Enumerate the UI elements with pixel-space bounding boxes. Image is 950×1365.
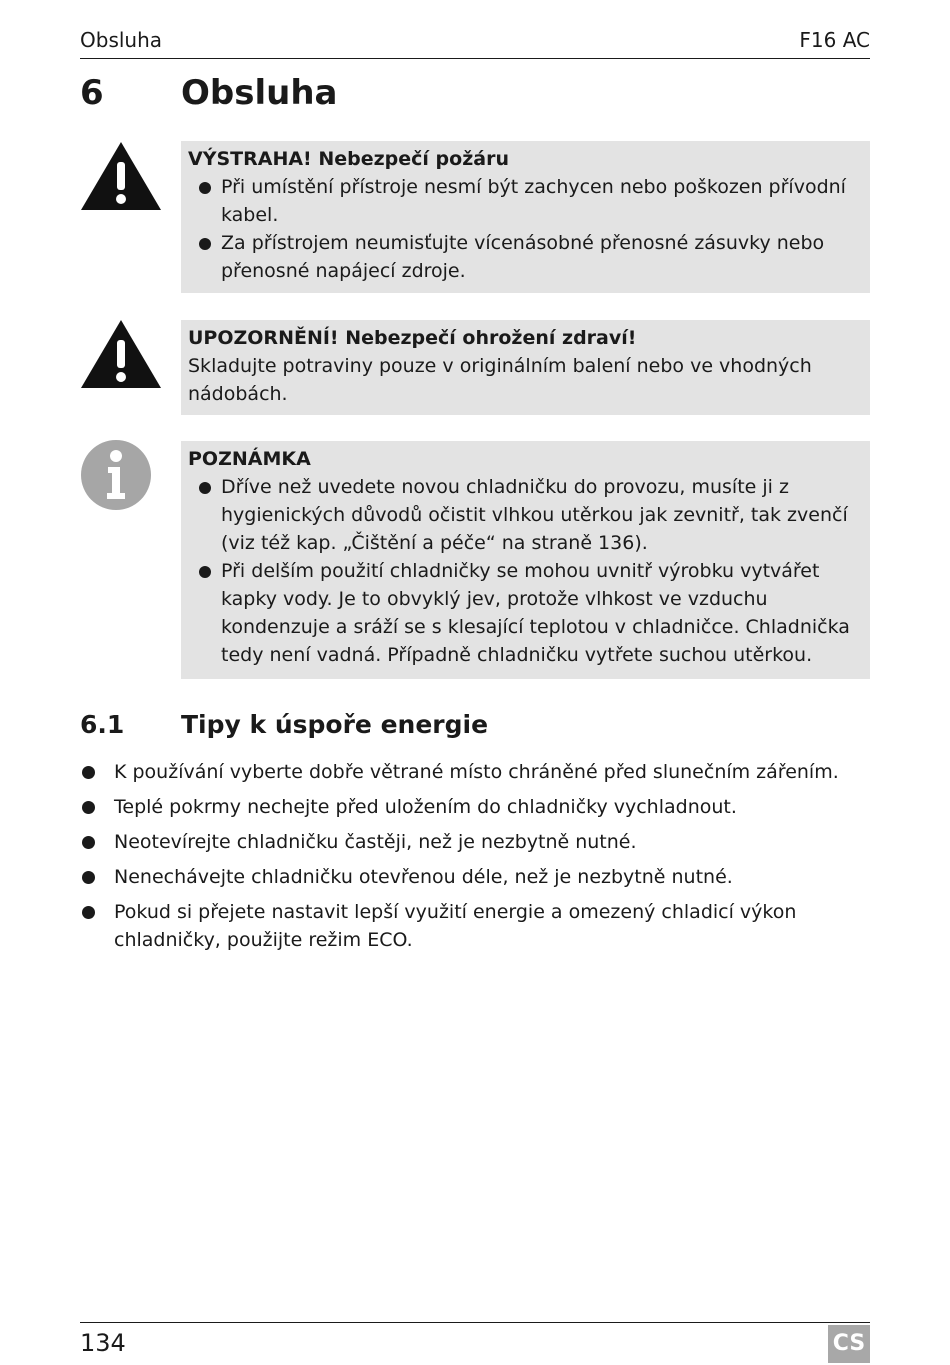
- note-list: [188, 473, 862, 669]
- caution-title: UPOZORNĚNÍ! Nebezpečí ohrožení zdraví!: [188, 327, 637, 349]
- list-item: Za přístrojem neumisťujte vícenásobné přenosné zásuvky nebo přenosné napájecí zdroje.: [188, 229, 862, 285]
- note-title: POZNÁMKA: [188, 448, 311, 470]
- caution-text: Skladujte potraviny pouze v originálním balení nebo ve vhodných nádobách.: [188, 355, 812, 405]
- list-item: Pokud si přejete nastavit lepší využití energie a omezený chladicí výkon chladničky, použijte režim ECO.: [80, 898, 870, 954]
- language-badge: CS: [828, 1325, 870, 1363]
- list-item: Při delším použití chladničky se mohou uvnitř výrobku vytvářet kapky vody. Je to obvyklý jev, protože vlhkost ve vzduchu kondenzuje a sráží se s klesající teplotou v chladničce. Chladnička tedy není vadná. Případně chladničku vytřete suchou utěrkou.: [188, 557, 862, 669]
- caution-box: [181, 320, 870, 415]
- page-footer: [80, 1322, 870, 1357]
- list-item: Při umístění přístroje nesmí být zachycen nebo poškozen přívodní kabel.: [188, 173, 862, 229]
- warning-triangle-icon: [80, 140, 162, 216]
- warning-title: VÝSTRAHA! Nebezpečí požáru: [188, 148, 509, 170]
- list-item: Nenechávejte chladničku otevřenou déle, než je nezbytně nutné.: [80, 863, 870, 891]
- warning-list: [188, 173, 862, 285]
- warning-box: [181, 141, 870, 293]
- section-title: Tipy k úspoře energie: [181, 710, 489, 739]
- section-heading: [80, 710, 488, 739]
- chapter-number: 6: [80, 73, 104, 113]
- warning-triangle-icon: [80, 318, 162, 394]
- note-box: [181, 441, 870, 679]
- page-number: 134: [80, 1329, 126, 1357]
- info-icon: [80, 439, 152, 515]
- header-section: Obsluha: [80, 28, 163, 52]
- header-model: F16 AC: [799, 28, 870, 52]
- page-header: [80, 28, 870, 59]
- chapter-heading: [80, 73, 338, 113]
- section-number: 6.1: [80, 710, 125, 739]
- chapter-title: Obsluha: [181, 73, 338, 113]
- list-item: Teplé pokrmy nechejte před uložením do chladničky vychladnout.: [80, 793, 870, 821]
- tips-list: [80, 758, 870, 961]
- list-item: Dříve než uvedete novou chladničku do provozu, musíte ji z hygienických důvodů očistit vlhkou utěrkou jak zevnitř, tak zvenčí (viz též kap. „Čištění a péče“ na straně 136).: [188, 473, 862, 557]
- list-item: K používání vyberte dobře větrané místo chráněné před slunečním zářením.: [80, 758, 870, 786]
- list-item: Neotevírejte chladničku častěji, než je nezbytně nutné.: [80, 828, 870, 856]
